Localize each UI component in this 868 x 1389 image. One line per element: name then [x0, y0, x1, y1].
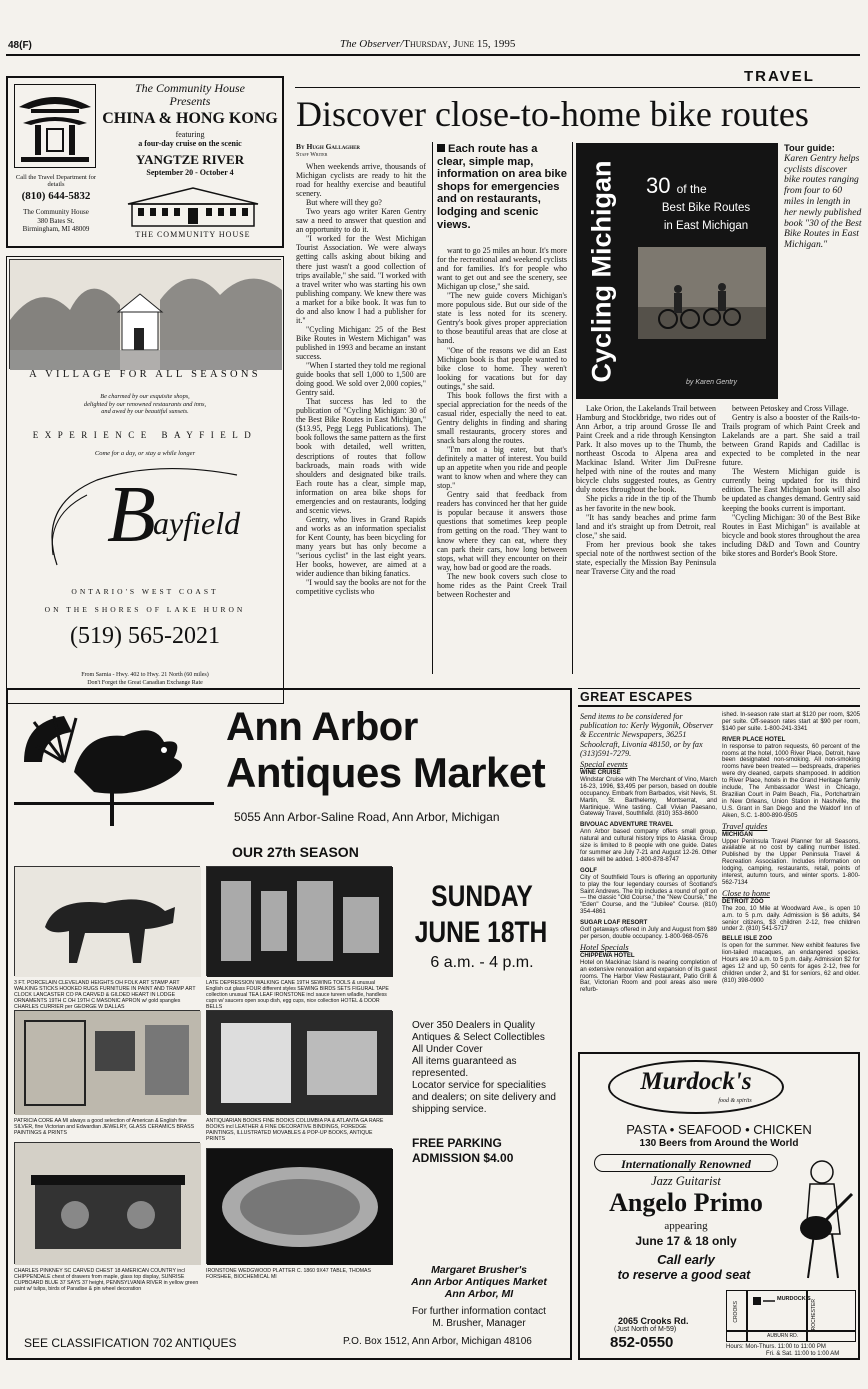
cyclists-icon: [638, 247, 766, 339]
golf-head: GOLF: [580, 866, 597, 874]
antiques-address: 5055 Ann Arbor-Saline Road, Ann Arbor, Michigan: [234, 810, 500, 824]
river-place-head: RIVER PLACE HOTEL: [722, 735, 786, 743]
antiques-title1: Ann Arbor: [226, 705, 418, 749]
book-cover: [576, 143, 778, 399]
contact-line1: For further information contact: [412, 1306, 546, 1317]
paper-title: The Observer/: [340, 38, 404, 50]
antiques-day: SUNDAY: [431, 880, 533, 913]
book-subtitle-line1: Best Bike Routes: [661, 202, 751, 214]
article-paragraph: between Petoskey and Cross Village.: [732, 404, 849, 413]
detroit-zoo-text: The zoo, 10 Mile at Woodward Ave., is open 10 a.m. to 5 p.m. daily. Admission is $6 adults, $4 senior citizens, $3 children 2-12, free children under 2. (810) 541-5717: [722, 904, 860, 933]
article-paragraph: Two years ago writer Karen Gentry saw a need to answer that question and an opportunity to do it.: [296, 207, 426, 235]
book-cover-photo: [638, 247, 766, 339]
section-flag: TRAVEL: [744, 68, 815, 85]
book-author: by Karen Gentry: [686, 379, 737, 386]
ad-bayfield: [6, 256, 284, 704]
byline-name: By Hugh Gallagher: [296, 142, 361, 151]
great-escapes-title: GREAT ESCAPES: [580, 690, 693, 704]
great-escapes-intro: Send items to be considered for publication to: Kerly Wygonik, Observer & Eccentric Newspapers, 36251 Schoolcraft, Livonia 48150, or by fax (313)591-7279.: [580, 712, 714, 758]
antique-caption-2: LATE DEPRESSION WALKING CANE 19TH SEWING TOOLS & unusual English cut glass FOUR different styles SEWING BIRDS SETS FIGURAL TAPE collection unusual TEA LEAF IRONSTONE incl sauce tureen w/ladle, handless cups w/ saucers open soup dish, egg cups, nice collection HOTEL & DOOR BELLS: [206, 980, 389, 1010]
ad-china-hong-kong: [6, 76, 284, 248]
antiques-title2: Antiques Market: [226, 749, 546, 796]
article-paragraph: "One of the reasons we did an East Michigan book is that people wanted to bike close to home. They weren't looking for vacations but for day outings," she said.: [437, 345, 567, 391]
article-col4: [722, 404, 860, 674]
ad-china-presents: [100, 82, 280, 108]
bayfield-charm: [7, 393, 283, 416]
antiques-classification: SEE CLASSIFICATION 702 ANTIQUES: [24, 1336, 237, 1350]
pull-quote: [437, 143, 567, 231]
antique-photo-1: [14, 866, 200, 976]
carved-chest-icon: [15, 1143, 201, 1265]
guitarist-illustration: [786, 1154, 856, 1284]
antique-photo-3: [14, 1010, 200, 1114]
antiques-contact: [384, 1306, 574, 1329]
article-paragraph: The new book covers such close to home rides as the Paint Creek Trail between Rochester and: [437, 571, 567, 599]
article-paragraph: "I would say the books are not for the competitive cyclists who: [296, 578, 426, 597]
book-title: Cycling Michigan: [586, 160, 617, 383]
article-paragraph: "I worked for the West Michigan Tourist Association. We were always getting calls asking about biking and there just wasn't a good collection of trips available," she said. "I worked with a travel writer who was starting his own publishing company. We knew there was a market for a bike book. It was fun to do and also know I had a publisher for it.": [296, 234, 426, 325]
pagoda-logo: [14, 84, 96, 168]
antiques-org: [384, 1264, 574, 1300]
presents-label: Presents: [169, 94, 211, 108]
article-paragraph: "Cycling Michigan: 25 of the Best Bike Routes in Western Michigan" was published in 1993 and became an instant success.: [296, 324, 426, 361]
antiques-po-box: P.O. Box 1512, Ann Arbor, Michigan 48106: [343, 1336, 532, 1347]
article-paragraph: "It has sandy beaches and prime farm land and it's straight up from Detroit, real close," she said.: [576, 512, 716, 540]
bivouac-text: Ann Arbor based company offers small group, natural and cultural history trips to Alaska. Group size is limited to 8 people with one guide. Dates for summer are July 7-21 and August 12-26. Other dates will be added. 1-800-878-8747: [580, 828, 717, 863]
wine-cruise-head: WINE CRUISE: [580, 769, 621, 777]
bayfield-coast: ONTARIO'S WEST COAST: [71, 587, 219, 596]
great-escapes-col2: [722, 712, 860, 1052]
book-of-the: of the: [676, 182, 707, 196]
antique-caption-3: PATRICIA CORE AA MI always a good selection of American & English fine SILVER, fine Victorian and Edwardian JEWELRY, GLASS CERAMICS BRASS PAINTINGS & PRINTS: [14, 1118, 195, 1136]
bayfield-photo: [9, 259, 281, 369]
antique-photo-4: [206, 1010, 392, 1114]
article-paragraph: "I'm not a big eater, but that's definitely a matter of interest. You build up an appetite when you ride and people want to know when and where they can stop.": [437, 445, 567, 491]
ad-china-river: YANGTZE RIVER: [135, 152, 245, 167]
article-paragraph: Gentry is also a booster of the Rails-to-Trails program of which Paint Creek and Lakelands are a part. She said a trail between Grand Rapids and Cadillac is expected to be completed in the near future.: [722, 413, 860, 468]
book-count: [646, 173, 707, 199]
article-paragraph: From her previous book she takes special note of the northwest section of the state, especially the Mission Bay Peninsula near Traverse City and the road: [576, 539, 716, 576]
michigan-text: Upper Peninsula Travel Planner for all Seasons, available at no cost by calling number listed. Published by the Upper Peninsula Travel & Recreation Association. Includes information on lodging, camping, restaurants, retail, points of interest, autumn tours, and winter sports. 1-800-562-7134: [722, 837, 860, 886]
article-paragraph: The Western Michigan guide is currently being updated for its third edition. The East Michigan book will also be updated as changes demand. Gentry said keeping the books current is important.: [722, 467, 860, 513]
murdocks-intl-banner: [594, 1154, 778, 1172]
book-count-number: 30: [646, 173, 671, 198]
presenter: The Community House: [135, 81, 245, 95]
book-subtitle: [636, 199, 776, 235]
article-col3: [576, 404, 716, 674]
pagoda-icon: [15, 85, 95, 167]
bayfield-logo-initial: B: [107, 471, 156, 559]
ad-china-title: CHINA & HONG KONG: [102, 110, 278, 127]
article-paragraph: This book follows the first with a special appreciation for the needs of the casual rider, especially the need to eat. Gentry delights in finding and sharing small restaurants, grocery stores and snack bars along the routes.: [437, 390, 567, 445]
article-col1: [296, 162, 426, 674]
bayfield-shores: ON THE SHORES OF LAKE HURON: [44, 605, 246, 614]
article-paragraph: Lake Orion, the Lakelands Trail between Hamburg and Stockbridge, two rides out of Ann Arbor, a trip around Grosse Ile and Paint Creek and a ride through Kensington Park. It also moves up to the Thumb, the northeast Oscoda to Alpena area and Mackinac Island. Writer Jim DuFresne helped with nine of the routes and many bicycle clubs suggested routes, as Gentry duly notes throughout the book.: [576, 404, 716, 495]
admission: ADMISSION $4.00: [412, 1151, 514, 1165]
murdocks-address: 2065 Crooks Rd.: [618, 1316, 689, 1326]
golf-text: City of Southfield Tours is offering an opportunity to play the four legendary courses of Scotland's Saint Andrews. The trip includes a round of golf on — the classic "Old Course," the "New Course," the "Eden" Course, and the "Jubilee" Course. (810) 354-4861: [580, 873, 717, 916]
detroit-zoo-head: DETROIT ZOO: [722, 897, 764, 905]
bayfield-directions: [7, 671, 283, 687]
feature-2: All Under Cover: [412, 1044, 483, 1055]
bayfield-tagline: A VILLAGE FOR ALL SEASONS: [29, 369, 261, 380]
antique-books-icon: [207, 1011, 393, 1115]
murdocks-phone: 852-0550: [610, 1334, 674, 1351]
charm-line2: delighted by our renowned restaurants and inns,: [83, 400, 207, 408]
murdocks-beers: 130 Beers from Around the World: [639, 1138, 799, 1149]
murdocks-reserve: to reserve a good seat: [617, 1268, 751, 1282]
ironstone-platter-icon: [207, 1149, 393, 1265]
antiques-hours: 6 a.m. - 4 p.m.: [430, 954, 534, 971]
hours-line1: Hours: Mon-Thurs. 11:00 to 11:00 PM: [726, 1344, 826, 1350]
guitarist-icon: [786, 1154, 856, 1284]
community-house-logo: [118, 182, 268, 230]
chippewa-head: CHIPPEWA HOTEL: [580, 951, 635, 959]
section-travel-guides: Travel guides: [722, 821, 768, 831]
murdocks-call: Call early: [657, 1252, 715, 1267]
paper-date: Thursday, June 15, 1995: [403, 38, 516, 50]
ad-china-cruise: [100, 130, 280, 148]
rooster-weathervane-icon: [14, 702, 214, 830]
sugar-loaf-text: Golf getaways offered in July and August from $89 per person, double occupancy. 1-800-968-0576: [580, 926, 717, 940]
antique-photo-2: [206, 866, 392, 976]
map-rochester: ROCHESTER: [811, 1299, 817, 1331]
wine-cruise-text: Windstar Cruise with The Merchant of Vino, March 16-23, 1996, $3,495 per person, based on double occupancy. Embark from Barbados, visit Nevis, St. Martin, St. Barthelemy, Montserrat, and Martinique. Wine tasting. Call Vivian Paesano, Gateway Travel, Southfield. (810) 353-8600: [580, 775, 717, 818]
caption-text: Karen Gentry helps cyclists discover bike routes ranging from four to 60 miles in length in her newly published book "30 of the Best Bike Routes in East Michigan.": [784, 152, 862, 251]
directions-line: From Sarnia - Hwy. 402 to Hwy. 21 North (60 miles): [81, 672, 209, 678]
pull-quote-text: Each route has a clear, simple map, information on area bike shops for emergencies and on restaurants, lodging and scenic views.: [437, 143, 567, 231]
headline: Discover close-to-home bike routes: [296, 94, 809, 134]
bayfield-come: Come for a day, or stay a while longer: [94, 450, 196, 457]
featuring: featuring: [175, 130, 205, 139]
feature-3: All items guaranteed as represented.: [412, 1056, 517, 1079]
murdocks-intl: Internationally Renowned: [621, 1157, 751, 1171]
section-special-events: Special events: [580, 760, 628, 770]
map-auburn: AUBURN RD.: [767, 1333, 799, 1339]
murdocks-appearing: appearing: [664, 1220, 708, 1232]
sewing-tools-icon: [207, 867, 393, 977]
ad-murdocks: [578, 1052, 860, 1360]
belle-isle-head: BELLE ISLE ZOO: [722, 935, 773, 943]
feature-1: Over 350 Dealers in Quality Antiques & Select Collectibles: [412, 1020, 545, 1043]
map-murdocks: MURDOCK'S: [777, 1296, 811, 1302]
article-paragraph: want to go 25 miles an hour. It's more for the recreational and weekend cyclists and for families. It's for people who want to get out and see the scenery, see Michigan up close," she said.: [437, 246, 567, 292]
hours-line2: Fri. & Sat. 11:00 to 1:00 AM: [766, 1351, 840, 1357]
byline-role: Staff Writer: [296, 152, 328, 158]
village-scene-icon: [10, 260, 282, 370]
article-paragraph: "The new guide covers Michigan's more populous side. But our side of the state is less noted for its scenery. Gentry's book gives proper appreciation to those beautiful areas that are close at hand.: [437, 291, 567, 346]
charm-line1: Be charmed by our exquisite shops,: [100, 393, 190, 400]
murdocks-logo-text: Murdock's: [640, 1068, 752, 1095]
article-paragraph: Gentry said that feedback from readers has convinced her that her guide is popular because it answers those questions that sometimes keep people from getting on the road. 'They want to know where they can eat, where they can park their cars, how long between stops, what will they encounter on their way, how bad or good are the roads.: [437, 490, 567, 572]
antique-caption-4: ANTIQUARIAN BOOKS FINE BOOKS COLUMBIA PA & ATLANTA GA RARE BOOKS incl LEATHER & FINE DECORATIVE BINDINGS, FOREDGE PAINTINGS, ILLUSTRATED MOVABLES & POP-UP BOOKS, ANTIQUE PRINTS: [206, 1118, 384, 1142]
charm-line3: and awed by our beautiful sunsets.: [101, 408, 189, 416]
ad-china-address: [12, 208, 100, 234]
bayfield-logo: [37, 465, 257, 575]
caption-label: Tour guide:: [784, 142, 835, 153]
contact-line2: M. Brusher, Manager: [432, 1317, 526, 1329]
chippewa-continued: ished. In-season rate start at $120 per room, $205 per suite. Off-season rates start at $90 per room, $140 per suite. 1-800-241-3341: [722, 711, 860, 732]
antiques-season: OUR 27th SEASON: [232, 844, 359, 860]
ad-china-phone: (810) 644-5832: [21, 190, 91, 202]
org-line2: Ann Arbor Antiques Market: [411, 1276, 547, 1288]
horse-sculpture-icon: [15, 867, 201, 977]
antique-photo-6: [206, 1148, 392, 1264]
article-paragraph: She picks a ride in the tip of the Thumb as her favorite in the new book.: [576, 494, 716, 513]
murdocks-hours: [726, 1344, 856, 1358]
antique-photo-5: [14, 1142, 200, 1264]
belle-isle-text: Is open for the summer. New exhibit features five lion-tailed macaques, an endangered species. Hours are 10 a.m. to 5 p.m. daily. Admission $2 for ages 12 and up, 50 cents for ages 2-12, free for children under 2, and $1 for seniors, 62 and older. (810) 398-0900: [722, 942, 860, 984]
article-col2: [437, 246, 567, 674]
article-paragraph: "When I started they told me regional guide books that sell 1,000 to 1,500 are doing good. We sold over 2,000 copies," Gentry said.: [296, 361, 426, 398]
antique-caption-1: 3 FT. PORCELAIN CLEVELAND HEIGHTS OH FOLK ART STAMP ART WALKING STICKS HOOKED RUGS FURNITURE IN PAINT AND TRAMP ART CLOCK LANCASTER CO PA CARVED & GILDED HEART IN LODGE ORNAMENTS 19TH C OH 19TH C MASONIC APRON w/ gold spangles CHARLES CURRIER per GEORGE W DALLAS: [14, 980, 196, 1010]
murdocks-address2: (Just North of M-59): [614, 1326, 677, 1333]
murdocks-dates: June 17 & 18 only: [635, 1234, 737, 1248]
book-subtitle-line2: in East Michigan: [663, 220, 749, 232]
page-number: 48(F): [8, 40, 32, 51]
ad-china-dates: September 20 - October 4: [146, 168, 234, 177]
byline: [296, 143, 424, 159]
ad-china-call: Call the Travel Department for details: [15, 174, 97, 188]
ad-ann-arbor-antiques: [6, 688, 572, 1360]
antiques-shelf-icon: [15, 1011, 201, 1115]
murdocks-performer: Angelo Primo: [609, 1188, 763, 1217]
antique-caption-6: IRONSTONE WEDGWOOD PLATTER C. 1860 9X47 TABLE, THOMAS FORSHEE, BIOCHEMICAL MI: [206, 1268, 371, 1280]
exchange-line: Don't Forget the Great Canadian Exchange Rate: [87, 680, 203, 686]
free-parking: FREE PARKING: [412, 1136, 502, 1150]
section-hotel-specials: Hotel Specials: [580, 942, 629, 952]
article-paragraph: Gentry, who lives in Grand Rapids and works as an information specialist for Kent County, has been bicycling for many years but has only become a "serious cyclist" in the last eight years. Her books, however, are aimed at a wider audience than biking fanatics.: [296, 514, 426, 579]
org-line1: Margaret Brusher's: [431, 1264, 527, 1276]
org-address2: Birmingham, MI 48009: [22, 225, 90, 233]
feature-4: Locator service for specialities and dealers; on site delivery and shipping service.: [412, 1080, 556, 1115]
murdocks-jazz: Jazz Guitarist: [651, 1174, 721, 1188]
murdocks-map: [726, 1290, 856, 1342]
murdocks-logo: [608, 1060, 784, 1114]
article-paragraph: But where will they go?: [306, 198, 382, 208]
sugar-loaf-head: SUGAR LOAF RESORT: [580, 919, 648, 927]
community-house-label: THE COMMUNITY HOUSE: [135, 230, 251, 239]
photo-caption: [784, 143, 862, 251]
antique-caption-5: CHARLES PINKNEY SC CARVED CHEST 18 AMERICAN COUNTRY incl CHIPPENDALE chest of drawers from maple, glass top display, SUNRISE CUPBOARD BLUE 37 SAYS 37 height, PENNSYLVANIA RIVER in yellow green paint w/ tulips, birds of Paradise & pin wheel decoration: [14, 1268, 199, 1292]
org-address1: 380 Bates St.: [37, 216, 75, 225]
murdocks-menu: PASTA • SEAFOOD • CHICKEN: [626, 1122, 812, 1137]
michigan-head: MICHIGAN: [722, 830, 753, 838]
antiques-parking: [412, 1136, 572, 1166]
antiques-features: [412, 1020, 562, 1116]
bivouac-head: BIVOUAC ADVENTURE TRAVEL: [580, 821, 674, 829]
article-paragraph: When weekends arrive, thousands of Michigan cyclists are ready to hit the road for healthy exercise and beautiful scenery.: [296, 162, 426, 199]
bayfield-phone: (519) 565-2021: [70, 623, 220, 649]
map-crooks: CROOKS: [733, 1301, 739, 1323]
org-name: The Community House: [23, 208, 89, 216]
weathervane-art: [14, 702, 214, 830]
article-paragraph: "Cycling Michigan: 30 of the Best Bike Routes in East Michigan" is available at bicycle and book stores throughout the area including D&D and Town and Country bike stores and Border's Book Store.: [722, 512, 860, 558]
bullet-square-icon: [437, 144, 445, 152]
article-paragraph: That success has led to the publication of "Cycling Michigan: 30 of the Best Bike Routes in East Michigan," ($13.95, Pegg Legg Publications). The book follows the same pattern as the first book with detailed, well written, descriptions of routes that follow backroads, main roads with wide shoulders and designated bike trails. Each route has a clear, simple map, information on area bike shops for emergencies and on restaurants, lodging and scenic views.: [296, 397, 426, 515]
cruise-text: a four-day cruise on the scenic: [138, 139, 242, 148]
river-place-text: In response to patron requests, 60 percent of the rooms at the hotel, 1000 River Place, Detroit, have been designated non-smoking. All non-smoking rooms have been treated — bedspreads, draperies were dry cleaned, carpets shampooed. In addition to River Place, hotels in the Grand Heritage family include, The Ambassador West in Chicago, Brazilian Court in Palm Beach, Fla., Portchartrain in New Orleans, Union Station in Nashville, the U.S. Grant in San Diego and the Waldorf Inn of Aiken, S.C. 1-800-890-9505: [722, 742, 860, 819]
section-close-to-home: Close to home: [722, 888, 770, 898]
paper-name: [340, 38, 515, 50]
antiques-date: JUNE 18TH: [414, 916, 548, 949]
org-line3: Ann Arbor, MI: [444, 1288, 514, 1300]
bayfield-logo-rest: ayfield: [153, 505, 241, 541]
bayfield-experience: EXPERIENCE BAYFIELD: [32, 430, 258, 440]
murdocks-logo-sub: food & spirits: [718, 1098, 752, 1104]
chippewa-text: Hotel on Mackinac Island is nearing completion of an extensive renovation and expansion of its guest rooms. The Harbor View Restaurant, Patio Grill & Bar, Victorian Room and pool areas also were refurb-: [580, 958, 717, 994]
community-house-icon: [118, 182, 268, 228]
